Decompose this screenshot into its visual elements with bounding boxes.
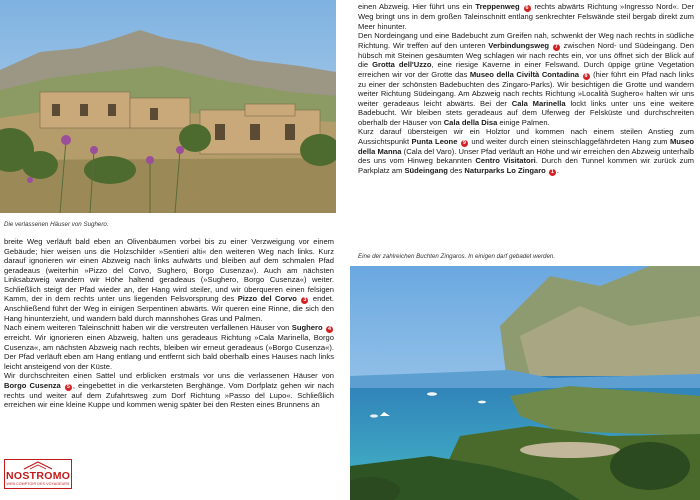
- place-name: Pizzo del Corvo: [237, 294, 297, 304]
- place-name: Cala Marinella: [511, 98, 566, 108]
- body-paragraph: [4, 323, 334, 371]
- place-name: Museo della Civiltà Contadina: [469, 69, 579, 79]
- right-page: [350, 0, 700, 500]
- place-name: Sughero: [291, 323, 323, 333]
- text-run: Wir durchschreiten einen Sattel und erblicken erstmals vor uns die verlassenen Häuser von: [4, 371, 334, 381]
- text-run: [323, 323, 325, 332]
- text-run: und weiter durch einen steinschlaggefährdeten Hang zum: [468, 136, 670, 146]
- place-name: Borgo Cusenza: [4, 380, 61, 390]
- photo-abandoned-houses: [0, 0, 336, 213]
- text-run: (hier führt ein Pfad nach links zu einer der schönsten Badebuchten des Zingaro-Parks). Wir besichtigen die Grotte und wandern weiter Richtung Südeingang. Am Abzweig nach rechts Richtung »Località Sughero« halten wir uns weiter geradeaus leicht abwärts. Bei der: [358, 69, 694, 108]
- waypoint-marker: 8: [584, 72, 588, 79]
- publisher-logo: [4, 459, 72, 489]
- logo-name: NOSTROMO: [6, 470, 71, 482]
- text-run: erreicht. Wir ignorieren einen Abzweig, halten uns geradeaus Richtung »Cala Marinella, Borgo Cusenza«, am nächsten Abzweig nach rechts, bleiben wir erneut geradeaus (»Borgo Cusenza«). Der Pfad verläuft eben am Hang entlang und entfernt sich bald oberhalb eines Hauses nach links leicht ansteigend von der Küste.: [4, 333, 334, 371]
- waypoint-marker: 1: [550, 168, 554, 175]
- text-run: [520, 2, 523, 11]
- text-run: Den Nordeingang und eine Badebucht zum Greifen nah, schwenkt der Weg nach rechts in südliche Richtung. Wir treffen auf den unteren: [358, 31, 694, 50]
- text-run: Nach einem weiteren Taleinschnitt haben wir die verstreuten verfallenen Häuser von: [4, 323, 292, 333]
- waypoint-marker: 7: [554, 43, 558, 50]
- body-paragraph: [4, 371, 334, 410]
- left-body-text: [4, 237, 334, 410]
- place-name: Verbindungsweg: [488, 40, 550, 50]
- waypoint-marker: 9: [462, 139, 466, 146]
- text-run: lockt links unter uns eine weitere Badebucht. Wir bleiben stets geradeaus auf dem Uferweg der Felsküste und durchschreiten oberhalb der Häuser von: [358, 98, 695, 127]
- left-page: [0, 0, 340, 500]
- place-name: Naturparks Lo Zingaro: [464, 165, 546, 175]
- text-run: zwischen Nord- und Südeingang. Den hübsch mit Steinen gesäumten Weg schlagen wir nach rechts ein, vor uns öffnet sich der Blick auf die: [358, 40, 694, 70]
- place-name: Punta Leone: [411, 136, 458, 146]
- photo-coastal-bay: [350, 266, 700, 500]
- place-name: Treppenweg: [475, 2, 520, 11]
- place-name: Südeingang: [404, 165, 448, 175]
- logo-tagline: WEB COMPTOIR DES VOYAGEURS: [6, 482, 70, 486]
- text-run: endet. Anschließend führt der Weg in einigen Serpentinen abwärts. Wir queren eine Rinne, die sich den Hang hinunterzieht, und wandern bald durch mannshohes Gras und Palmen.: [4, 294, 334, 323]
- text-run: .: [556, 165, 560, 175]
- waypoint-marker: 5: [66, 383, 70, 390]
- text-run: . Durch den Tunnel kommen wir zurück zum Parkplatz am: [358, 156, 694, 175]
- text-run: [579, 70, 582, 79]
- place-name: Grotta dell'Uzzo: [372, 60, 432, 70]
- text-run: Kurz darauf übersteigen wir ein Holztor und kommen nach einem steilen Anstieg zum Aussichtspunkt: [358, 127, 694, 146]
- text-run: , eine riesige Kaverne in einer Felswand. Durch üppige grüne Vegetation erreichen wir vor der Grotte das: [358, 60, 695, 79]
- text-run: [549, 41, 552, 50]
- text-run: breite Weg verläuft bald eben an Olivenbäumen vorbei bis zu einer Verzweigung vor einem Gebäude; hier weisen uns die Holzschilder »Sentieri alti« den weiteren Weg nach links. Kurz darauf ignorieren wir einen Abzweig nach links aufwärts und bleiben auf dem schmalen Pfad geradeaus (weiterhin »Pizzo del Corvo, Sughero, Borgo Cusenza«). Auch am nächsten Linksabzweig wandern wir Höhe haltend geradeaus (»Sughero, Borgo Cusenza«) weiter. Schließlich steigt der Pfad wieder an, der Hang wird steiler, und wir überqueren einen felsigen Kamm, der in dem rechts unter uns liegenden Felsvorsprung des: [4, 237, 334, 304]
- text-run: des: [447, 165, 465, 175]
- text-run: einige Palmen.: [497, 117, 550, 127]
- place-name: Centro Visitatori: [475, 156, 536, 166]
- text-run: [546, 166, 548, 175]
- text-run: [61, 381, 64, 390]
- text-run: (Cala del Varo). Unser Pfad verläuft an Höhe und wir erreichen den Abzweig unterhalb des uns vom Hinweg bekannten: [358, 146, 694, 166]
- body-paragraph: [4, 237, 334, 323]
- text-run: einen Abzweig. Hier führt uns ein: [358, 2, 476, 11]
- text-run: rechts abwärts Richtung »Ingresso Nord«. Der Weg bringt uns in dem großen Taleinschnitt entlang senkrechter Felswände steil bergab direkt zum Meer hinunter.: [358, 2, 694, 31]
- body-paragraph: [358, 2, 694, 31]
- waypoint-marker: 4: [328, 326, 331, 333]
- place-name: Museo della Manna: [358, 136, 694, 156]
- body-paragraph: [358, 127, 694, 176]
- waypoint-marker: 6: [525, 5, 529, 11]
- text-run: [457, 137, 459, 146]
- text-run: , eingebettet in die verkarsteten Berghänge. Vom Dorfplatz gehen wir nach rechts und weiter auf dem Zufahrtsweg zum Dorf Richtung »Passo del Lupo«. Schließlich erreichen wir eine kleine Kuppe und kommen wenig später bei den Resten eines Brunnens an: [4, 380, 334, 410]
- photo-caption-2: Eine der zahlreichen Buchten Zingaros. In einigen darf gebadet werden.: [358, 253, 556, 260]
- waypoint-marker: 3: [303, 297, 307, 304]
- photo-caption: Die verlassenen Häuser von Sughero.: [4, 221, 109, 228]
- right-body-text: [358, 2, 694, 176]
- body-paragraph: [358, 31, 694, 127]
- place-name: Cala della Disa: [443, 117, 498, 127]
- text-run: [297, 294, 300, 303]
